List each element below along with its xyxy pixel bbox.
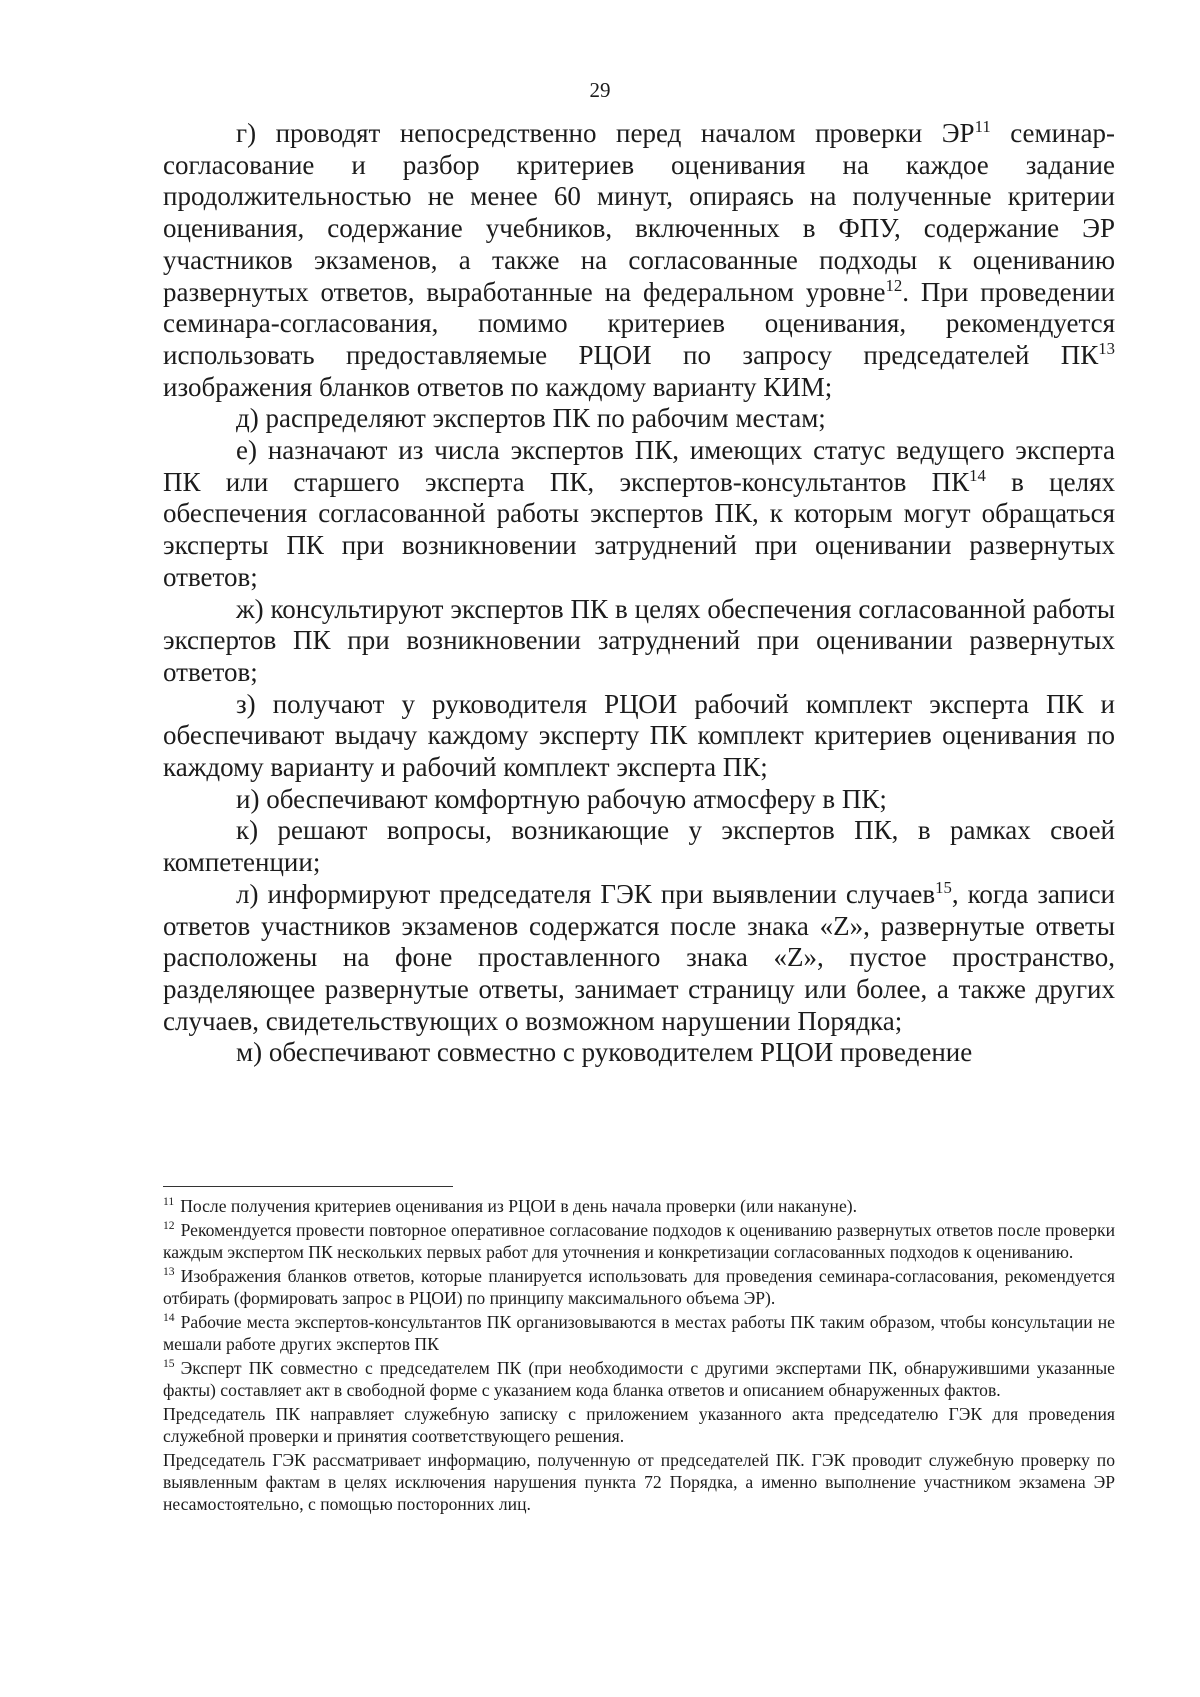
footnote: $^{12}$ Рекомендуется провести повторное оперативное согласование подходов к оцениванию развернутых ответов после проверки каждым экспертом ПК нескольких первых работ для уточнения и конкретизации согласованных подходов к оцениванию.	[163, 1219, 1115, 1262]
list-item: и) обеспечивают комфортную рабочую атмосферу в ПК;	[236, 783, 887, 814]
footnote-divider	[163, 1186, 453, 1187]
list-item: з) получают у руководителя РЦОИ рабочий комплект эксперта ПК и обеспечивают выдачу каждому эксперту ПК комплект критериев оценивания по каждому варианту и рабочий комплект эксперта ПК;	[163, 688, 1115, 783]
body-text	[163, 118, 1115, 1069]
list-item: м) обеспечивают совместно с руководителем РЦОИ проведение	[236, 1037, 973, 1068]
footnote: $^{14}$ Рабочие места экспертов-консультантов ПК организовываются в местах работы ПК таким образом, чтобы консультации не мешали работе других экспертов ПК	[163, 1311, 1115, 1354]
footnote: $^{11}$ После получения критериев оценивания из РЦОИ в день начала проверки (или накануне).	[163, 1195, 858, 1216]
footnote-ref: 15	[935, 877, 952, 897]
list-item: г) проводят непосредственно перед началом проверки ЭР$^{11}$ семинар-согласование и разбор критериев оценивания на каждое задание продолжительностью не менее 60 минут, опираясь на полученные критерии оценивания, содержание учебников, включенных в ФПУ, содержание ЭР участников экзаменов, а также на согласованные подходы к оцениванию развернутых ответов, выработанные на федеральном уровне$^{12}$. При проведении семинара-согласования, помимо критериев оценивания, рекомендуется использовать предоставляемые РЦОИ по запросу председателей ПК$^{13}$ изображения бланков ответов по каждому варианту КИМ;	[163, 117, 1116, 402]
footnote-continuation: Председатель ПК направляет служебную записку с приложением указанного акта председателю ГЭК для проведения служебной проверки и принятия соответствующего решения.	[163, 1404, 1115, 1446]
list-item: л) информируют председателя ГЭК при выявлении случаев$^{15}$, когда записи ответов участников экзаменов содержатся после знака «Z», развернутые ответы расположены на фоне проставленного знака «Z», пустое пространство, разделяющее развернутые ответы, занимает страницу или более, а также других случаев, свидетельствующих о возможном нарушении Порядка;	[163, 877, 1115, 1036]
footnote-continuation: Председатель ГЭК рассматривает информацию, полученную от председателей ПК. ГЭК проводит служебную проверку по выявленным фактам в целях исключения нарушения пункта 72 Порядка, а именно выполнение участником экзамена ЭР несамостоятельно, с помощью посторонних лиц.	[163, 1450, 1115, 1514]
list-item: ж) консультируют экспертов ПК в целях обеспечения согласованной работы экспертов ПК при возникновении затруднений при оценивании развернутых ответов;	[163, 593, 1115, 687]
footnote-ref: 12	[885, 275, 903, 295]
list-item: д) распределяют экспертов ПК по рабочим местам;	[236, 403, 826, 434]
footnotes	[163, 1195, 1115, 1517]
list-item: к) решают вопросы, возникающие у экспертов ПК, в рамках своей компетенции;	[163, 815, 1115, 878]
footnote-ref: 14	[969, 465, 986, 485]
footnote-ref: 13	[1098, 338, 1115, 358]
footnote: $^{15}$ Эксперт ПК совместно с председателем ПК (при необходимости с другими экспертами ПК, обнаружившими указанные факты) составляет акт в свободной форме с указанием кода бланка ответов и описанием обнаруженных фактов.	[163, 1357, 1115, 1400]
footnote-ref: 11	[974, 117, 991, 136]
footnote: $^{13}$ Изображения бланков ответов, которые планируется использовать для проведения семинара-согласования, рекомендуется отбирать (формировать запрос в РЦОИ) по принципу максимального объема ЭР).	[163, 1265, 1115, 1308]
list-item: е) назначают из числа экспертов ПК, имеющих статус ведущего эксперта ПК или старшего эксперта ПК, экспертов-консультантов ПК$^{14}$ в целях обеспечения согласованной работы экспертов ПК, к которым могут обращаться эксперты ПК при возникновении затруднений при оценивании развернутых ответов;	[163, 435, 1115, 592]
page-number: 29	[589, 78, 611, 102]
